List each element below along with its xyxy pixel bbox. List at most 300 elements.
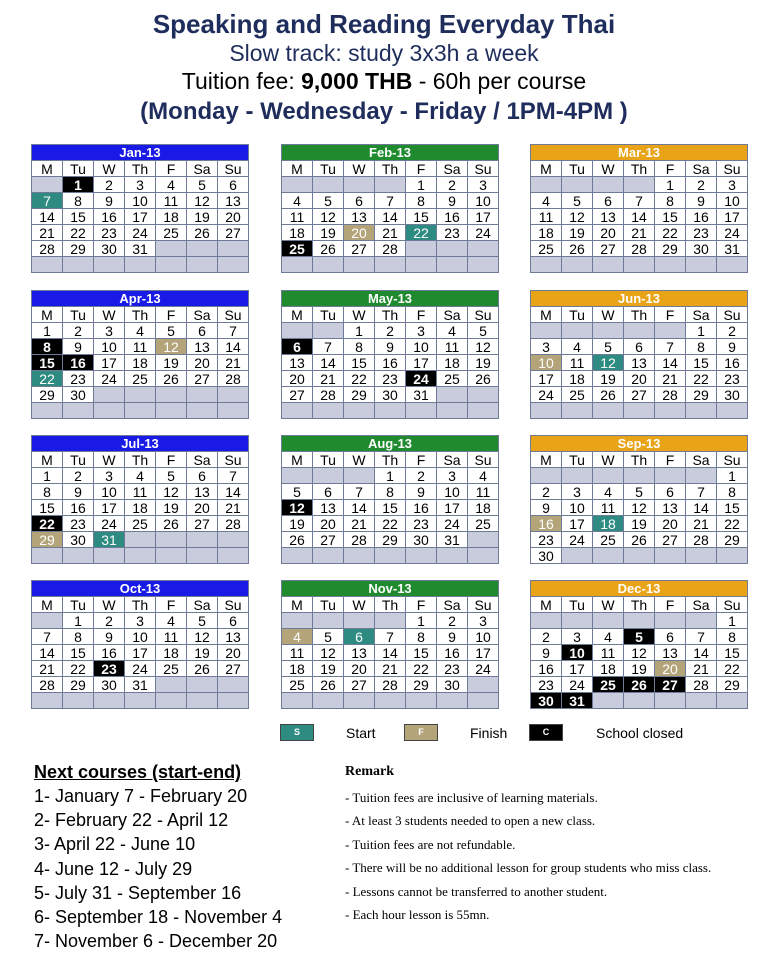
weekday-header: M [531, 452, 562, 468]
day-cell: 28 [344, 532, 375, 548]
day-cell: 26 [187, 661, 218, 677]
day-cell: 14 [32, 209, 63, 225]
empty-cell [32, 548, 63, 564]
day-cell: 27 [593, 241, 624, 257]
day-cell: 30 [717, 387, 748, 403]
day-cell: 7 [344, 484, 375, 500]
weekday-header: W [344, 597, 375, 613]
day-cell: 5 [593, 339, 624, 355]
course-item: 6- September 18 - November 4 [34, 907, 283, 928]
legend-closed-box: C [529, 724, 563, 741]
remark-item: - Each hour lesson is 55mn. [345, 907, 490, 923]
empty-cell [717, 548, 748, 564]
day-cell: 1 [344, 323, 375, 339]
weekday-header: W [94, 597, 125, 613]
empty-cell [375, 177, 406, 193]
day-cell: 3 [562, 484, 593, 500]
day-cell: 15 [717, 500, 748, 516]
empty-cell [187, 257, 218, 273]
day-cell: 12 [156, 339, 187, 355]
empty-cell [437, 548, 468, 564]
month-calendar [31, 144, 249, 273]
weekday-header: M [32, 452, 63, 468]
day-cell: 30 [375, 387, 406, 403]
empty-cell [282, 403, 313, 419]
empty-cell [218, 532, 249, 548]
weekday-header: F [156, 597, 187, 613]
day-cell: 11 [282, 645, 313, 661]
day-cell: 15 [32, 355, 63, 371]
empty-cell [282, 323, 313, 339]
day-cell: 23 [686, 225, 717, 241]
weekday-header: Tu [562, 597, 593, 613]
day-cell: 2 [63, 468, 94, 484]
day-cell: 20 [187, 355, 218, 371]
empty-cell [125, 387, 156, 403]
weekday-header: Su [218, 452, 249, 468]
day-cell: 9 [375, 339, 406, 355]
empty-cell [531, 613, 562, 629]
day-cell: 7 [686, 484, 717, 500]
day-cell: 24 [94, 371, 125, 387]
day-cell: 21 [686, 516, 717, 532]
day-cell: 13 [624, 355, 655, 371]
day-cell: 12 [624, 500, 655, 516]
empty-cell [156, 677, 187, 693]
day-cell: 29 [655, 241, 686, 257]
empty-cell [624, 257, 655, 273]
day-cell: 28 [686, 532, 717, 548]
empty-cell [593, 468, 624, 484]
empty-cell [531, 177, 562, 193]
day-cell: 13 [187, 484, 218, 500]
day-cell: 17 [406, 355, 437, 371]
empty-cell [63, 257, 94, 273]
day-cell: 15 [655, 209, 686, 225]
empty-cell [187, 677, 218, 693]
empty-cell [375, 693, 406, 709]
weekday-header: Sa [187, 597, 218, 613]
day-cell: 1 [717, 613, 748, 629]
empty-cell [655, 613, 686, 629]
day-cell: 7 [218, 323, 249, 339]
day-cell: 2 [406, 468, 437, 484]
day-cell: 15 [344, 355, 375, 371]
remark-item: - Tuition fees are not refundable. [345, 836, 516, 852]
day-cell: 15 [32, 500, 63, 516]
day-cell: 16 [63, 355, 94, 371]
empty-cell [156, 403, 187, 419]
weekday-header: Tu [63, 597, 94, 613]
day-cell: 22 [63, 225, 94, 241]
day-cell: 13 [187, 339, 218, 355]
weekday-header: M [531, 597, 562, 613]
tuition-fee [0, 67, 768, 96]
weekday-header: W [593, 452, 624, 468]
day-cell: 19 [562, 225, 593, 241]
empty-cell [437, 387, 468, 403]
day-cell: 25 [125, 516, 156, 532]
weekday-header: F [655, 597, 686, 613]
day-cell: 30 [94, 677, 125, 693]
empty-cell [187, 403, 218, 419]
day-cell: 21 [218, 355, 249, 371]
day-cell: 4 [156, 613, 187, 629]
day-cell: 30 [531, 693, 562, 709]
day-cell: 10 [94, 339, 125, 355]
day-cell: 29 [344, 387, 375, 403]
day-cell: 11 [437, 339, 468, 355]
empty-cell [218, 241, 249, 257]
day-cell: 2 [63, 323, 94, 339]
remarks-title: Remark [345, 764, 394, 779]
day-cell: 5 [313, 193, 344, 209]
weekday-header: M [282, 161, 313, 177]
empty-cell [282, 177, 313, 193]
day-cell: 22 [655, 225, 686, 241]
day-cell: 19 [313, 225, 344, 241]
day-cell: 16 [686, 209, 717, 225]
day-cell: 21 [32, 225, 63, 241]
day-cell: 3 [468, 177, 499, 193]
weekday-header: Th [125, 452, 156, 468]
empty-cell [313, 257, 344, 273]
empty-cell [624, 403, 655, 419]
day-cell: 3 [125, 613, 156, 629]
weekday-header: Su [717, 307, 748, 323]
weekday-header: M [282, 452, 313, 468]
day-cell: 8 [63, 193, 94, 209]
day-cell: 15 [406, 645, 437, 661]
day-cell: 1 [406, 177, 437, 193]
weekday-header: Su [717, 452, 748, 468]
day-cell: 27 [344, 241, 375, 257]
empty-cell [406, 241, 437, 257]
day-cell: 13 [218, 629, 249, 645]
day-cell: 1 [375, 468, 406, 484]
empty-cell [593, 613, 624, 629]
day-cell: 6 [344, 193, 375, 209]
day-cell: 9 [437, 629, 468, 645]
empty-cell [655, 403, 686, 419]
day-cell: 22 [32, 371, 63, 387]
empty-cell [593, 257, 624, 273]
day-cell: 12 [156, 484, 187, 500]
day-cell: 29 [32, 532, 63, 548]
month-calendar [530, 580, 748, 709]
day-cell: 11 [593, 645, 624, 661]
weekday-header: Tu [313, 161, 344, 177]
day-cell: 5 [282, 484, 313, 500]
empty-cell [187, 241, 218, 257]
day-cell: 26 [593, 387, 624, 403]
month-title: Dec-13 [531, 581, 748, 597]
course-item: 2- February 22 - April 12 [34, 810, 229, 831]
day-cell: 8 [686, 339, 717, 355]
day-cell: 1 [63, 613, 94, 629]
day-cell: 22 [717, 516, 748, 532]
empty-cell [437, 241, 468, 257]
empty-cell [375, 613, 406, 629]
day-cell: 18 [437, 355, 468, 371]
empty-cell [655, 693, 686, 709]
day-cell: 28 [375, 677, 406, 693]
month-calendar [31, 290, 249, 419]
day-cell: 15 [406, 209, 437, 225]
day-cell: 4 [468, 468, 499, 484]
empty-cell [686, 693, 717, 709]
day-cell: 20 [655, 661, 686, 677]
day-cell: 16 [531, 661, 562, 677]
day-cell: 26 [282, 532, 313, 548]
day-cell: 6 [187, 323, 218, 339]
day-cell: 7 [218, 468, 249, 484]
day-cell: 4 [531, 193, 562, 209]
day-cell: 17 [94, 355, 125, 371]
day-cell: 14 [375, 209, 406, 225]
day-cell: 5 [156, 323, 187, 339]
legend-finish-label: Finish [470, 725, 508, 741]
day-cell: 31 [562, 693, 593, 709]
weekday-header: Su [717, 161, 748, 177]
day-cell: 20 [313, 516, 344, 532]
empty-cell [375, 548, 406, 564]
weekday-header: Su [218, 597, 249, 613]
day-cell: 19 [187, 645, 218, 661]
empty-cell [94, 548, 125, 564]
day-cell: 23 [406, 516, 437, 532]
empty-cell [156, 532, 187, 548]
day-cell: 22 [406, 661, 437, 677]
day-cell: 21 [375, 225, 406, 241]
day-cell: 2 [686, 177, 717, 193]
day-cell: 8 [63, 629, 94, 645]
empty-cell [686, 548, 717, 564]
weekday-header: M [32, 597, 63, 613]
day-cell: 4 [282, 193, 313, 209]
empty-cell [562, 403, 593, 419]
empty-cell [624, 468, 655, 484]
day-cell: 23 [437, 225, 468, 241]
weekday-header: W [593, 307, 624, 323]
course-item: 5- July 31 - September 16 [34, 882, 242, 903]
empty-cell [313, 177, 344, 193]
month-title: May-13 [282, 291, 499, 307]
empty-cell [32, 403, 63, 419]
empty-cell [187, 532, 218, 548]
month-title: Jun-13 [531, 291, 748, 307]
day-cell: 18 [282, 661, 313, 677]
day-cell: 30 [531, 548, 562, 564]
empty-cell [32, 613, 63, 629]
empty-cell [344, 468, 375, 484]
day-cell: 30 [63, 532, 94, 548]
month-calendar [281, 580, 499, 709]
day-cell: 21 [624, 225, 655, 241]
day-cell: 8 [32, 484, 63, 500]
empty-cell [218, 693, 249, 709]
month-calendar [281, 290, 499, 419]
day-cell: 20 [655, 516, 686, 532]
day-cell: 5 [313, 629, 344, 645]
month-calendar [530, 144, 748, 273]
course-item: 7- November 6 - December 20 [34, 931, 278, 952]
weekday-header: Sa [187, 161, 218, 177]
day-cell: 21 [218, 500, 249, 516]
month-title: Jul-13 [32, 436, 249, 452]
empty-cell [717, 403, 748, 419]
day-cell: 11 [593, 500, 624, 516]
day-cell: 21 [32, 661, 63, 677]
day-cell: 4 [125, 323, 156, 339]
day-cell: 2 [531, 629, 562, 645]
day-cell: 24 [468, 225, 499, 241]
day-cell: 25 [156, 225, 187, 241]
empty-cell [655, 323, 686, 339]
day-cell: 6 [218, 177, 249, 193]
day-cell: 24 [562, 677, 593, 693]
day-cell: 9 [406, 484, 437, 500]
empty-cell [218, 548, 249, 564]
day-cell: 16 [63, 500, 94, 516]
day-cell: 29 [32, 387, 63, 403]
day-cell: 5 [624, 629, 655, 645]
day-cell: 12 [313, 645, 344, 661]
day-cell: 7 [375, 193, 406, 209]
fee-amount: 9,000 THB [301, 68, 413, 94]
fee-suffix: - 60h per course [412, 68, 587, 94]
day-cell: 2 [437, 613, 468, 629]
day-cell: 11 [156, 629, 187, 645]
day-cell: 12 [187, 629, 218, 645]
day-cell: 16 [406, 500, 437, 516]
day-cell: 1 [406, 613, 437, 629]
day-cell: 28 [375, 241, 406, 257]
day-cell: 24 [562, 532, 593, 548]
day-cell: 19 [282, 516, 313, 532]
day-cell: 6 [624, 339, 655, 355]
day-cell: 14 [32, 645, 63, 661]
empty-cell [344, 613, 375, 629]
day-cell: 2 [375, 323, 406, 339]
day-cell: 19 [593, 371, 624, 387]
day-cell: 18 [156, 209, 187, 225]
day-cell: 31 [406, 387, 437, 403]
empty-cell [468, 257, 499, 273]
day-cell: 4 [282, 629, 313, 645]
weekday-header: Su [468, 452, 499, 468]
weekday-header: Su [717, 597, 748, 613]
day-cell: 1 [686, 323, 717, 339]
day-cell: 4 [593, 484, 624, 500]
day-cell: 10 [125, 629, 156, 645]
weekday-header: Sa [686, 597, 717, 613]
day-cell: 30 [686, 241, 717, 257]
empty-cell [437, 403, 468, 419]
empty-cell [655, 468, 686, 484]
empty-cell [375, 257, 406, 273]
day-cell: 21 [375, 661, 406, 677]
empty-cell [468, 241, 499, 257]
day-cell: 18 [593, 661, 624, 677]
day-cell: 13 [344, 645, 375, 661]
day-cell: 15 [63, 645, 94, 661]
day-cell: 23 [63, 516, 94, 532]
day-cell: 12 [468, 339, 499, 355]
day-cell: 28 [32, 677, 63, 693]
empty-cell [624, 548, 655, 564]
day-cell: 18 [156, 645, 187, 661]
weekday-header: W [593, 597, 624, 613]
day-cell: 6 [313, 484, 344, 500]
legend-start-box: S [280, 724, 314, 741]
legend-closed-label: School closed [596, 725, 684, 741]
day-cell: 21 [313, 371, 344, 387]
weekday-header: Sa [437, 597, 468, 613]
empty-cell [156, 387, 187, 403]
day-cell: 1 [32, 323, 63, 339]
day-cell: 10 [94, 484, 125, 500]
day-cell: 5 [562, 193, 593, 209]
day-cell: 16 [375, 355, 406, 371]
weekday-header: Tu [63, 452, 94, 468]
day-cell: 15 [686, 355, 717, 371]
day-cell: 18 [593, 516, 624, 532]
legend-finish-box: F [404, 724, 438, 741]
day-cell: 11 [282, 209, 313, 225]
day-cell: 3 [94, 468, 125, 484]
empty-cell [313, 693, 344, 709]
weekday-header: Su [468, 307, 499, 323]
day-cell: 4 [437, 323, 468, 339]
day-cell: 17 [437, 500, 468, 516]
day-cell: 26 [313, 241, 344, 257]
month-calendar [281, 435, 499, 564]
month-title: Mar-13 [531, 145, 748, 161]
course-title: Speaking and Reading Everyday Thai [152, 9, 616, 39]
day-cell: 25 [156, 661, 187, 677]
empty-cell [624, 613, 655, 629]
remark-item: - At least 3 students needed to open a new class. [345, 813, 596, 829]
day-cell: 17 [468, 209, 499, 225]
weekday-header: M [282, 307, 313, 323]
day-cell: 10 [125, 193, 156, 209]
weekday-header: Tu [562, 161, 593, 177]
day-cell: 26 [624, 532, 655, 548]
weekday-header: Tu [313, 307, 344, 323]
weekday-header: M [531, 161, 562, 177]
weekday-header: Su [468, 597, 499, 613]
day-cell: 25 [562, 387, 593, 403]
day-cell: 31 [437, 532, 468, 548]
day-cell: 21 [344, 516, 375, 532]
day-cell: 17 [125, 209, 156, 225]
day-cell: 23 [531, 532, 562, 548]
empty-cell [437, 693, 468, 709]
course-subtitle: Slow track: study 3x3h a week [229, 40, 539, 66]
day-cell: 6 [282, 339, 313, 355]
day-cell: 28 [686, 677, 717, 693]
day-cell: 14 [375, 645, 406, 661]
day-cell: 18 [125, 355, 156, 371]
empty-cell [562, 177, 593, 193]
day-cell: 13 [655, 500, 686, 516]
day-cell: 3 [531, 339, 562, 355]
day-cell: 14 [344, 500, 375, 516]
empty-cell [468, 387, 499, 403]
day-cell: 18 [125, 500, 156, 516]
day-cell: 20 [218, 645, 249, 661]
